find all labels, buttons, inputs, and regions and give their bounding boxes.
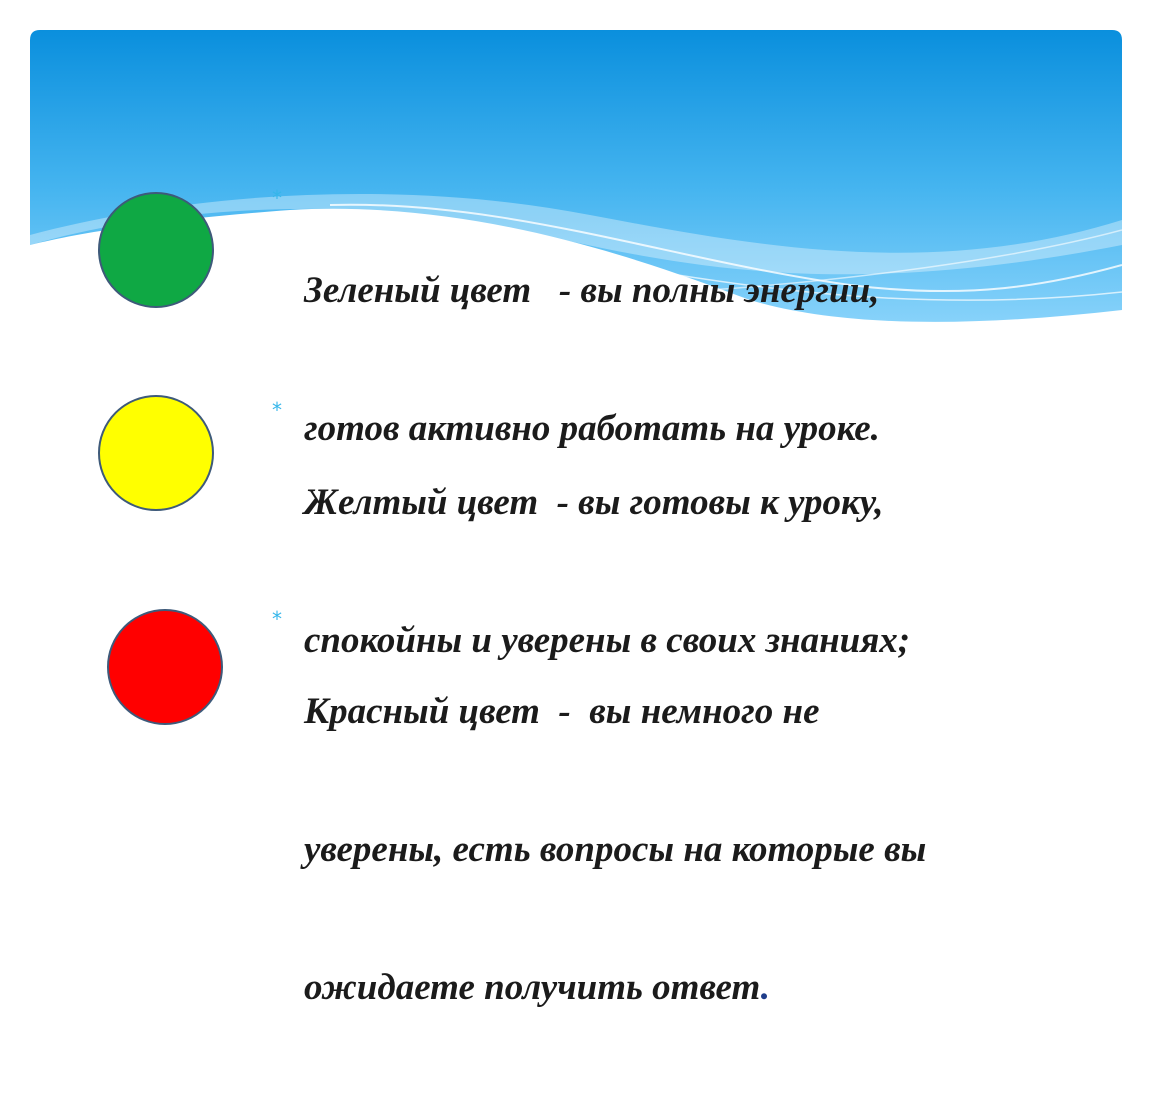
text-line: спокойны и уверены в своих знаниях; <box>304 620 911 661</box>
yellow-circle <box>98 395 214 511</box>
bullet-red <box>272 597 926 1103</box>
end-period: . <box>760 967 770 1008</box>
bullet-star-icon: * <box>272 186 282 210</box>
text-line: Красный цвет - вы немного не <box>304 691 820 732</box>
text-line: уверены, есть вопросы на которые вы <box>304 829 927 870</box>
text-line: Желтый цвет - вы готовы к уроку, <box>304 482 884 523</box>
text-line: Зеленый цвет - вы полны энергии, <box>304 270 880 311</box>
text-line: готов активно работать на уроке. <box>304 408 880 449</box>
bullet-text <box>304 597 926 1103</box>
bullet-star-icon: * <box>272 607 282 631</box>
text-line-content: ожидаете получить ответ <box>304 967 761 1008</box>
green-circle <box>98 192 214 308</box>
bullet-star-icon: * <box>272 398 282 422</box>
red-circle <box>107 609 223 725</box>
text-line <box>304 965 926 1011</box>
